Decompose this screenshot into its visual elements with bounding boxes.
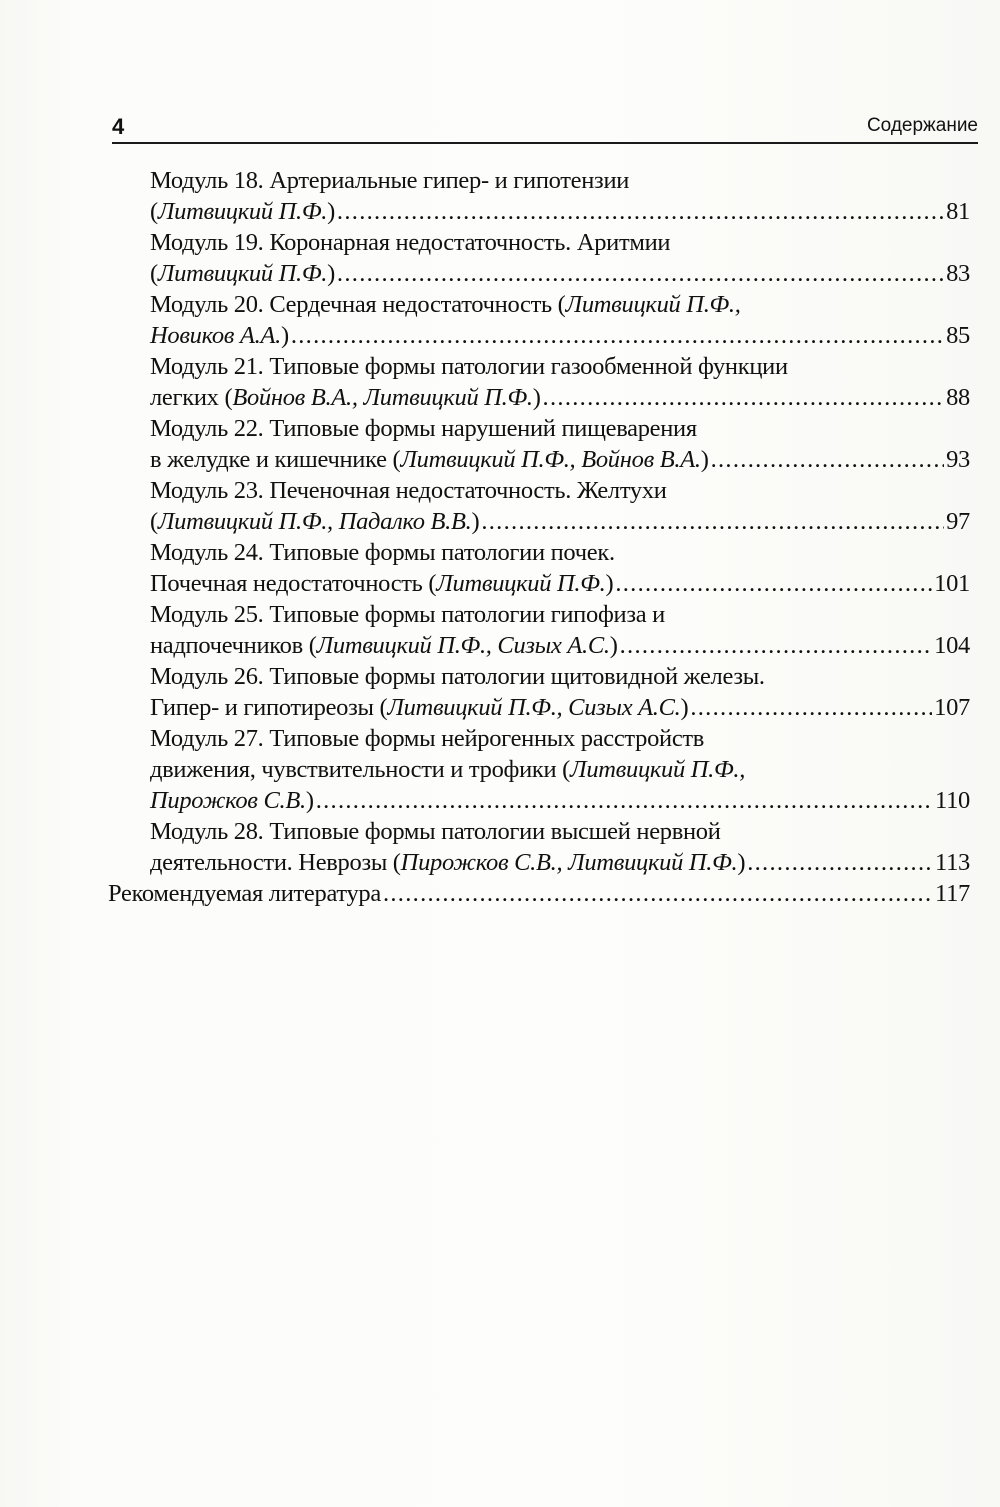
page-ref: 88 [946, 384, 970, 411]
text: легких ( [150, 384, 233, 411]
toc-entry-18-title: Модуль 18. Артериальные гипер- и гипотензии [150, 167, 630, 194]
authors: Литвицкий П.Ф. [157, 260, 328, 287]
text: ) [471, 508, 480, 535]
toc-entry-27-subtitle [150, 754, 970, 785]
running-title: Содержание [866, 115, 978, 136]
toc-entry-23-title: Модуль 23. Печеночная недостаточность. Желтухи [150, 477, 667, 504]
toc-entry-20-title [150, 289, 970, 320]
toc-entry-23-authors[interactable] [150, 506, 970, 537]
page-ref: 97 [946, 508, 970, 535]
text: ( [150, 260, 158, 287]
text: ) [327, 260, 335, 287]
page-ref: 110 [935, 787, 970, 814]
toc-entry-21-title: Модуль 21. Типовые формы патологии газообменной функции [150, 353, 788, 380]
authors: Литвицкий П.Ф., Падалко В.В. [157, 508, 472, 535]
dot-leader [620, 630, 933, 661]
text: ) [605, 570, 614, 597]
toc-entry-22-title: Модуль 22. Типовые формы нарушений пищеварения [150, 415, 697, 442]
dot-leader [337, 258, 944, 289]
page-ref: 83 [946, 260, 970, 287]
authors: Литвицкий П.Ф. [436, 570, 606, 597]
dot-leader [747, 847, 933, 878]
toc-entry-24-title: Модуль 24. Типовые формы патологии почек. [150, 539, 615, 566]
toc-entry-18-authors[interactable] [150, 196, 970, 227]
authors: Литвицкий П.Ф., [565, 291, 741, 318]
dot-leader [481, 506, 944, 537]
text: деятельности. Неврозы ( [150, 849, 401, 876]
toc-entry-21-authors[interactable] [150, 382, 970, 413]
page-ref: 113 [935, 849, 970, 876]
dot-leader [316, 785, 933, 816]
text: ) [737, 849, 746, 876]
page-header [112, 114, 978, 144]
toc-entry-28-authors[interactable] [150, 847, 970, 878]
authors: Литвицкий П.Ф. [157, 198, 328, 225]
toc-entry-27-authors[interactable] [150, 785, 970, 816]
text: надпочечников ( [150, 632, 317, 659]
authors: Литвицкий П.Ф., Сизых А.С. [316, 632, 610, 659]
text: ( [150, 508, 158, 535]
dot-leader [615, 568, 932, 599]
text: ) [609, 632, 618, 659]
page-ref: 101 [934, 570, 970, 597]
text: Почечная недостаточность ( [150, 570, 437, 597]
text: Модуль 20. Сердечная недостаточность ( [150, 291, 566, 318]
page-number: 4 [112, 114, 125, 139]
authors: Литвицкий П.Ф., Сизых А.С. [387, 694, 681, 721]
page-ref: 81 [946, 198, 970, 225]
authors: Литвицкий П.Ф., Войнов В.А. [400, 446, 701, 473]
page-ref: 93 [946, 446, 970, 473]
text: ) [700, 446, 709, 473]
toc-entry-28-title: Модуль 28. Типовые формы патологии высшей нервной [150, 818, 721, 845]
authors: Литвицкий П.Ф., [570, 756, 746, 783]
authors: Войнов В.А., Литвицкий П.Ф. [232, 384, 533, 411]
text: Гипер- и гипотиреозы ( [150, 694, 388, 721]
text: ) [327, 198, 335, 225]
text: ) [305, 787, 314, 814]
text: движения, чувствительности и трофики ( [150, 756, 571, 783]
dot-leader [291, 320, 944, 351]
toc-entry-26-authors[interactable] [150, 692, 970, 723]
toc-entry-19-authors[interactable] [150, 258, 970, 289]
dot-leader [337, 196, 944, 227]
text: ) [680, 694, 689, 721]
toc-entry-references[interactable] [108, 878, 970, 909]
toc-entry-25-title: Модуль 25. Типовые формы патологии гипофиза и [150, 601, 665, 628]
references-label: Рекомендуемая литература [108, 880, 381, 907]
dot-leader [383, 878, 933, 909]
toc-entry-27-title: Модуль 27. Типовые формы нейрогенных расстройств [150, 725, 705, 752]
text: ( [150, 198, 158, 225]
toc-entry-22-authors[interactable] [150, 444, 970, 475]
authors: Пирожков С.В. [150, 787, 306, 814]
text: ) [532, 384, 541, 411]
page-ref: 104 [934, 632, 970, 659]
page-ref: 85 [946, 322, 970, 349]
page-ref: 107 [934, 694, 970, 721]
text: ) [280, 322, 289, 349]
dot-leader [543, 382, 945, 413]
toc-entry-20-authors[interactable] [150, 320, 970, 351]
authors: Новиков А.А. [150, 322, 281, 349]
page-ref: 117 [935, 880, 970, 907]
text: в желудке и кишечнике ( [150, 446, 401, 473]
toc-entry-19-title: Модуль 19. Коронарная недостаточность. Аритмии [150, 229, 671, 256]
toc-entry-26-title: Модуль 26. Типовые формы патологии щитовидной железы. [150, 663, 765, 690]
authors: Пирожков С.В., Литвицкий П.Ф. [400, 849, 738, 876]
dot-leader [711, 444, 945, 475]
toc-entry-24-authors[interactable] [150, 568, 970, 599]
toc-entry-25-authors[interactable] [150, 630, 970, 661]
dot-leader [690, 692, 932, 723]
